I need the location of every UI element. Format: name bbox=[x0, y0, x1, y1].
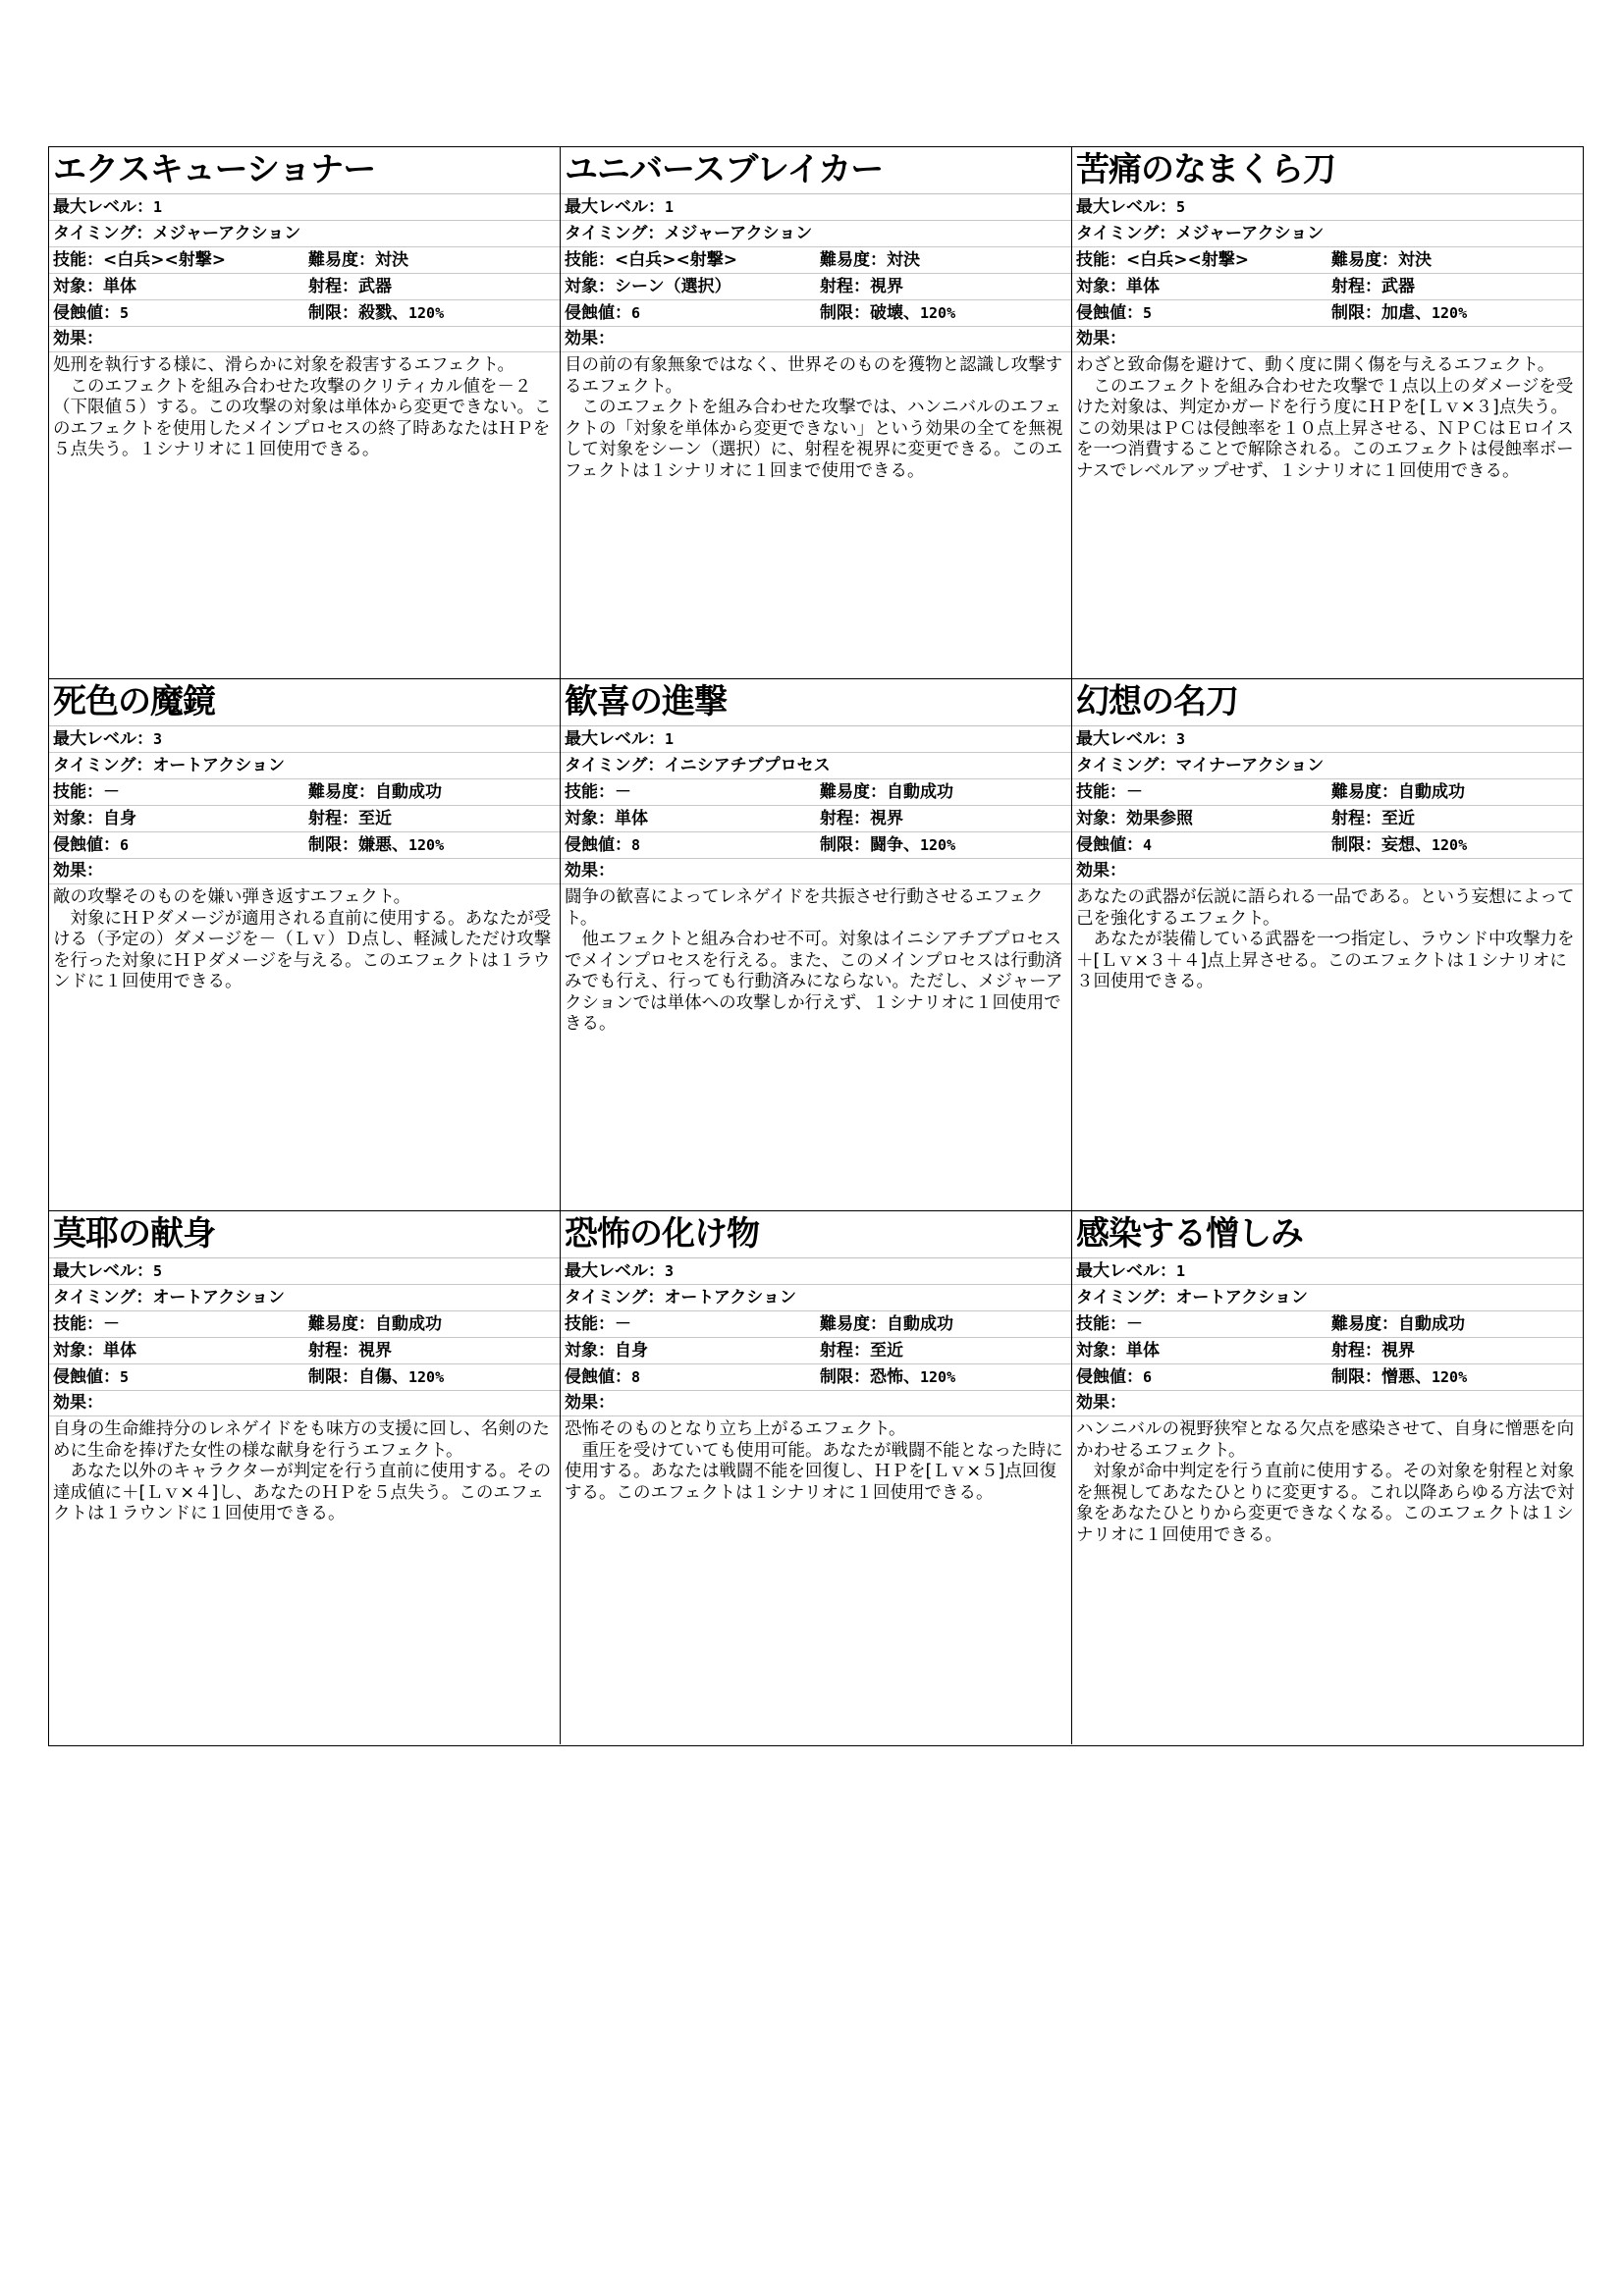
timing-label: タイミング： bbox=[1076, 756, 1176, 775]
difficulty-label: 難易度： bbox=[1331, 782, 1398, 802]
skill-label: 技能： bbox=[53, 1314, 103, 1334]
max-level-label: 最大レベル： bbox=[1076, 197, 1176, 217]
max-level-label: 最大レベル： bbox=[1076, 1261, 1176, 1281]
difficulty-cell bbox=[816, 779, 1071, 805]
target-cell bbox=[49, 1338, 304, 1363]
effect-description: 闘争の歓喜によってレネゲイドを共振させ行動させるエフェクト。 他エフェクトと組み合わせ不可。対象はイニシアチブプロセスでメインプロセスを行える。また、このメインプロセスは行動済みでも行え、行っても行動済みにならない。ただし、メジャーアクションでは単体への攻撃しか行えず、１シナリオに１回使用できる。 bbox=[565, 887, 1063, 1035]
limit-label: 制限： bbox=[1331, 835, 1381, 855]
range-cell bbox=[816, 1338, 1071, 1363]
difficulty-label: 難易度： bbox=[820, 1314, 887, 1334]
timing-value: オートアクション bbox=[152, 756, 285, 775]
target-range-row bbox=[49, 1338, 560, 1364]
limit-cell bbox=[816, 832, 1071, 858]
limit-cell bbox=[1327, 300, 1583, 326]
max-level-label: 最大レベル： bbox=[565, 729, 665, 749]
limit-label: 制限： bbox=[1331, 1367, 1381, 1387]
target-cell bbox=[1072, 1338, 1327, 1363]
difficulty-label: 難易度： bbox=[1331, 1314, 1398, 1334]
max-level-row bbox=[1072, 194, 1583, 221]
card-title: ユニバースブレイカー bbox=[561, 147, 1071, 194]
max-level-value: 5 bbox=[1176, 198, 1186, 216]
skill-label: 技能： bbox=[1076, 250, 1126, 270]
difficulty-label: 難易度： bbox=[1331, 250, 1398, 270]
timing-row bbox=[1072, 1285, 1583, 1311]
target-value: 単体 bbox=[103, 277, 136, 296]
erosion-value: 6 bbox=[1143, 1368, 1153, 1386]
skill-label: 技能： bbox=[53, 250, 103, 270]
limit-percent: 120% bbox=[408, 836, 445, 854]
effect-label: 効果： bbox=[561, 859, 1071, 884]
timing-label: タイミング： bbox=[565, 756, 665, 775]
erosion-label: 侵蝕値： bbox=[1076, 1367, 1143, 1387]
card-title: 感染する憎しみ bbox=[1072, 1211, 1583, 1258]
target-range-row bbox=[561, 1338, 1071, 1364]
target-label: 対象： bbox=[53, 277, 103, 296]
range-label: 射程： bbox=[308, 1341, 358, 1361]
erosion-label: 侵蝕値： bbox=[53, 1367, 120, 1387]
difficulty-label: 難易度： bbox=[820, 250, 887, 270]
timing-label: タイミング： bbox=[1076, 224, 1176, 243]
timing-row bbox=[49, 1285, 560, 1311]
skill-label: 技能： bbox=[565, 782, 615, 802]
target-range-row bbox=[1072, 806, 1583, 832]
skill-value: － bbox=[615, 782, 631, 802]
max-level-row bbox=[1072, 1258, 1583, 1285]
max-level-row bbox=[49, 726, 560, 753]
limit-word: 加虐、 bbox=[1381, 303, 1432, 323]
erosion-value: 6 bbox=[631, 304, 641, 322]
effect-card bbox=[1072, 679, 1583, 1211]
erosion-value: 6 bbox=[120, 836, 130, 854]
timing-label: タイミング： bbox=[565, 1288, 665, 1308]
target-range-row bbox=[561, 274, 1071, 300]
effect-label: 効果： bbox=[1072, 1391, 1583, 1416]
target-value: シーン（選択） bbox=[615, 277, 731, 296]
timing-value: オートアクション bbox=[1175, 1288, 1308, 1308]
difficulty-value: 自動成功 bbox=[375, 1314, 442, 1334]
max-level-row bbox=[49, 194, 560, 221]
skill-cell bbox=[1072, 1311, 1327, 1337]
limit-cell bbox=[816, 300, 1071, 326]
difficulty-cell bbox=[1327, 779, 1583, 805]
target-value: 単体 bbox=[103, 1341, 136, 1361]
erosion-label: 侵蝕値： bbox=[565, 1367, 631, 1387]
timing-value: メジャーアクション bbox=[664, 224, 813, 243]
limit-label: 制限： bbox=[820, 1367, 870, 1387]
erosion-cell bbox=[561, 832, 816, 858]
erosion-limit-row bbox=[1072, 1364, 1583, 1391]
skill-cell bbox=[49, 247, 304, 273]
skill-difficulty-row bbox=[49, 247, 560, 274]
erosion-label: 侵蝕値： bbox=[53, 303, 120, 323]
timing-row bbox=[49, 221, 560, 247]
timing-row bbox=[1072, 753, 1583, 779]
skill-value: － bbox=[103, 1314, 120, 1334]
difficulty-value: 自動成功 bbox=[1398, 1314, 1465, 1334]
skill-cell bbox=[561, 247, 816, 273]
skill-label: 技能： bbox=[1076, 1314, 1126, 1334]
skill-difficulty-row bbox=[1072, 1311, 1583, 1338]
range-label: 射程： bbox=[1331, 1341, 1381, 1361]
erosion-limit-row bbox=[49, 1364, 560, 1391]
max-level-value: 3 bbox=[665, 1262, 675, 1280]
target-cell bbox=[1072, 806, 1327, 831]
effect-card-sheet bbox=[48, 146, 1584, 1746]
limit-label: 制限： bbox=[308, 303, 358, 323]
difficulty-cell bbox=[1327, 1311, 1583, 1337]
timing-value: イニシアチブプロセス bbox=[664, 756, 831, 775]
effect-card bbox=[49, 147, 561, 679]
effect-description: 自身の生命維持分のレネゲイドをも味方の支援に回し、名剣のために生命を捧げた女性の様な献身を行うエフェクト。 あなた以外のキャラクターが判定を行う直前に使用する。その達成値に＋[Ｌｖ×４]し、あなたのＨＰを５点失う。このエフェクトは１ラウンドに１回使用できる。 bbox=[53, 1419, 552, 1524]
range-cell bbox=[816, 274, 1071, 299]
max-level-label: 最大レベル： bbox=[53, 729, 153, 749]
difficulty-value: 自動成功 bbox=[887, 1314, 953, 1334]
skill-difficulty-row bbox=[1072, 247, 1583, 274]
erosion-value: 5 bbox=[120, 1368, 130, 1386]
limit-word: 妄想、 bbox=[1381, 835, 1432, 855]
limit-word: 嫌悪、 bbox=[358, 835, 408, 855]
target-cell bbox=[561, 1338, 816, 1363]
effect-description: 目の前の有象無象ではなく、世界そのものを獲物と認識し攻撃するエフェクト。 このエフェクトを組み合わせた攻撃では、ハンニバルのエフェクトの「対象を単体から変更できない」という効果の全てを無視して対象をシーン（選択）に、射程を視界に変更できる。このエフェクトは１シナリオに１回まで使用できる。 bbox=[565, 355, 1063, 481]
timing-value: メジャーアクション bbox=[1175, 224, 1325, 243]
erosion-cell bbox=[561, 300, 816, 326]
target-value: 自身 bbox=[615, 1341, 648, 1361]
effect-card bbox=[561, 147, 1072, 679]
erosion-value: 5 bbox=[1143, 304, 1153, 322]
limit-word: 恐怖、 bbox=[870, 1367, 920, 1387]
target-label: 対象： bbox=[1076, 1341, 1126, 1361]
erosion-cell bbox=[49, 832, 304, 858]
range-label: 射程： bbox=[308, 809, 358, 828]
skill-difficulty-row bbox=[561, 247, 1071, 274]
limit-cell bbox=[816, 1364, 1071, 1390]
range-cell bbox=[304, 274, 560, 299]
max-level-value: 3 bbox=[153, 730, 163, 748]
effect-label: 効果： bbox=[49, 859, 560, 884]
target-label: 対象： bbox=[53, 809, 103, 828]
skill-difficulty-row bbox=[49, 779, 560, 806]
max-level-row bbox=[561, 1258, 1071, 1285]
timing-row bbox=[561, 221, 1071, 247]
difficulty-label: 難易度： bbox=[308, 250, 375, 270]
skill-label: 技能： bbox=[565, 1314, 615, 1334]
effect-description: 恐怖そのものとなり立ち上がるエフェクト。 重圧を受けていても使用可能。あなたが戦闘不能となった時に使用する。あなたは戦闘不能を回復し、ＨＰを[Ｌｖ×５]点回復する。このエフェクトは１シナリオに１回使用できる。 bbox=[565, 1419, 1063, 1503]
erosion-cell bbox=[561, 1364, 816, 1390]
max-level-row bbox=[561, 194, 1071, 221]
card-title: 苦痛のなまくら刀 bbox=[1072, 147, 1583, 194]
max-level-value: 1 bbox=[665, 730, 675, 748]
timing-value: マイナーアクション bbox=[1175, 756, 1325, 775]
limit-label: 制限： bbox=[820, 835, 870, 855]
effect-description: 処刑を執行する様に、滑らかに対象を殺害するエフェクト。 このエフェクトを組み合わせた攻撃のクリティカル値を－２（下限値５）する。この攻撃の対象は単体から変更できない。このエフェクトを使用したメインプロセスの終了時あなたはＨＰを５点失う。１シナリオに１回使用できる。 bbox=[53, 355, 552, 460]
timing-row bbox=[49, 753, 560, 779]
max-level-label: 最大レベル： bbox=[53, 1261, 153, 1281]
limit-percent: 120% bbox=[408, 1368, 445, 1386]
range-value: 武器 bbox=[358, 277, 392, 296]
range-label: 射程： bbox=[820, 1341, 870, 1361]
limit-label: 制限： bbox=[308, 1367, 358, 1387]
range-label: 射程： bbox=[308, 277, 358, 296]
effect-card bbox=[1072, 147, 1583, 679]
card-title: 死色の魔鏡 bbox=[49, 679, 560, 726]
erosion-limit-row bbox=[1072, 300, 1583, 327]
skill-value: <白兵><射撃> bbox=[615, 250, 737, 270]
erosion-cell bbox=[1072, 832, 1327, 858]
limit-cell bbox=[304, 1364, 560, 1390]
effect-description: あなたの武器が伝説に語られる一品である。という妄想によって己を強化するエフェクト。 あなたが装備している武器を一つ指定し、ラウンド中攻撃力を＋[Ｌｖ×３＋４]点上昇させる。このエフェクトは１シナリオに３回使用できる。 bbox=[1076, 887, 1575, 992]
max-level-label: 最大レベル： bbox=[53, 197, 153, 217]
max-level-value: 3 bbox=[1176, 730, 1186, 748]
range-cell bbox=[304, 1338, 560, 1363]
range-value: 至近 bbox=[1381, 809, 1415, 828]
limit-word: 破壊、 bbox=[870, 303, 920, 323]
erosion-label: 侵蝕値： bbox=[1076, 835, 1143, 855]
erosion-limit-row bbox=[561, 832, 1071, 859]
limit-label: 制限： bbox=[308, 835, 358, 855]
difficulty-label: 難易度： bbox=[308, 1314, 375, 1334]
target-cell bbox=[1072, 274, 1327, 299]
card-title: 莫耶の献身 bbox=[49, 1211, 560, 1258]
timing-value: オートアクション bbox=[152, 1288, 285, 1308]
skill-cell bbox=[49, 1311, 304, 1337]
max-level-label: 最大レベル： bbox=[565, 197, 665, 217]
difficulty-cell bbox=[816, 1311, 1071, 1337]
limit-label: 制限： bbox=[820, 303, 870, 323]
range-value: 視界 bbox=[870, 809, 903, 828]
max-level-value: 1 bbox=[153, 198, 163, 216]
difficulty-value: 対決 bbox=[1398, 250, 1432, 270]
difficulty-label: 難易度： bbox=[820, 782, 887, 802]
difficulty-value: 対決 bbox=[887, 250, 920, 270]
effect-card bbox=[49, 1211, 561, 1744]
max-level-value: 1 bbox=[665, 198, 675, 216]
erosion-value: 8 bbox=[631, 836, 641, 854]
limit-percent: 120% bbox=[408, 304, 445, 322]
skill-difficulty-row bbox=[1072, 779, 1583, 806]
target-label: 対象： bbox=[1076, 277, 1126, 296]
range-label: 射程： bbox=[1331, 277, 1381, 296]
effect-label: 効果： bbox=[49, 327, 560, 352]
skill-label: 技能： bbox=[53, 782, 103, 802]
limit-percent: 120% bbox=[920, 304, 956, 322]
difficulty-cell bbox=[304, 779, 560, 805]
difficulty-value: 自動成功 bbox=[1398, 782, 1465, 802]
difficulty-cell bbox=[1327, 247, 1583, 273]
erosion-cell bbox=[1072, 300, 1327, 326]
timing-value: オートアクション bbox=[664, 1288, 796, 1308]
range-cell bbox=[1327, 806, 1583, 831]
timing-row bbox=[561, 753, 1071, 779]
timing-row bbox=[1072, 221, 1583, 247]
skill-difficulty-row bbox=[561, 779, 1071, 806]
target-cell bbox=[49, 806, 304, 831]
limit-percent: 120% bbox=[1432, 304, 1468, 322]
skill-cell bbox=[49, 779, 304, 805]
skill-value: － bbox=[1126, 782, 1143, 802]
range-label: 射程： bbox=[820, 809, 870, 828]
erosion-label: 侵蝕値： bbox=[565, 835, 631, 855]
skill-label: 技能： bbox=[565, 250, 615, 270]
skill-difficulty-row bbox=[49, 1311, 560, 1338]
erosion-cell bbox=[1072, 1364, 1327, 1390]
max-level-value: 1 bbox=[1176, 1262, 1186, 1280]
range-value: 至近 bbox=[358, 809, 392, 828]
target-value: 単体 bbox=[615, 809, 648, 828]
effect-card bbox=[49, 679, 561, 1211]
card-title: 幻想の名刀 bbox=[1072, 679, 1583, 726]
range-value: 視界 bbox=[870, 277, 903, 296]
erosion-label: 侵蝕値： bbox=[1076, 303, 1143, 323]
target-label: 対象： bbox=[565, 809, 615, 828]
erosion-limit-row bbox=[49, 832, 560, 859]
timing-label: タイミング： bbox=[53, 756, 153, 775]
target-range-row bbox=[561, 806, 1071, 832]
range-value: 至近 bbox=[870, 1341, 903, 1361]
limit-percent: 120% bbox=[1432, 836, 1468, 854]
range-label: 射程： bbox=[1331, 809, 1381, 828]
limit-word: 殺戮、 bbox=[358, 303, 408, 323]
skill-cell bbox=[1072, 247, 1327, 273]
max-level-row bbox=[49, 1258, 560, 1285]
difficulty-value: 対決 bbox=[375, 250, 408, 270]
skill-value: <白兵><射撃> bbox=[103, 250, 226, 270]
limit-word: 闘争、 bbox=[870, 835, 920, 855]
erosion-value: 5 bbox=[120, 304, 130, 322]
max-level-label: 最大レベル： bbox=[1076, 729, 1176, 749]
limit-cell bbox=[1327, 832, 1583, 858]
effect-label: 効果： bbox=[561, 327, 1071, 352]
target-label: 対象： bbox=[565, 277, 615, 296]
timing-row bbox=[561, 1285, 1071, 1311]
range-cell bbox=[304, 806, 560, 831]
limit-label: 制限： bbox=[1331, 303, 1381, 323]
skill-value: － bbox=[1126, 1314, 1143, 1334]
skill-cell bbox=[1072, 779, 1327, 805]
target-range-row bbox=[49, 274, 560, 300]
range-label: 射程： bbox=[820, 277, 870, 296]
erosion-label: 侵蝕値： bbox=[53, 835, 120, 855]
skill-value: － bbox=[103, 782, 120, 802]
skill-value: － bbox=[615, 1314, 631, 1334]
difficulty-cell bbox=[816, 247, 1071, 273]
card-title: 歓喜の進撃 bbox=[561, 679, 1071, 726]
effect-label: 効果： bbox=[561, 1391, 1071, 1416]
skill-value: <白兵><射撃> bbox=[1126, 250, 1249, 270]
max-level-row bbox=[1072, 726, 1583, 753]
timing-label: タイミング： bbox=[565, 224, 665, 243]
skill-cell bbox=[561, 1311, 816, 1337]
erosion-value: 4 bbox=[1143, 836, 1153, 854]
skill-cell bbox=[561, 779, 816, 805]
effect-label: 効果： bbox=[1072, 859, 1583, 884]
effect-card bbox=[561, 1211, 1072, 1744]
range-value: 視界 bbox=[358, 1341, 392, 1361]
range-cell bbox=[816, 806, 1071, 831]
max-level-label: 最大レベル： bbox=[565, 1261, 665, 1281]
max-level-row bbox=[561, 726, 1071, 753]
erosion-cell bbox=[49, 1364, 304, 1390]
range-cell bbox=[1327, 274, 1583, 299]
range-value: 武器 bbox=[1381, 277, 1415, 296]
effect-label: 効果： bbox=[49, 1391, 560, 1416]
limit-word: 自傷、 bbox=[358, 1367, 408, 1387]
erosion-label: 侵蝕値： bbox=[565, 303, 631, 323]
max-level-value: 5 bbox=[153, 1262, 163, 1280]
erosion-limit-row bbox=[561, 1364, 1071, 1391]
timing-label: タイミング： bbox=[53, 224, 153, 243]
limit-cell bbox=[304, 300, 560, 326]
skill-label: 技能： bbox=[1076, 782, 1126, 802]
effect-card bbox=[561, 679, 1072, 1211]
target-value: 単体 bbox=[1126, 277, 1160, 296]
limit-cell bbox=[304, 832, 560, 858]
target-label: 対象： bbox=[53, 1341, 103, 1361]
effect-description: ハンニバルの視野狭窄となる欠点を感染させて、自身に憎悪を向かわせるエフェクト。 対象が命中判定を行う直前に使用する。その対象を射程と対象を無視してあなたひとりに変更する。これ以降あらゆる方法で対象をあなたひとりから変更できなくなる。このエフェクトは１シナリオに１回使用できる。 bbox=[1076, 1419, 1575, 1545]
effect-label: 効果： bbox=[1072, 327, 1583, 352]
limit-percent: 120% bbox=[1432, 1368, 1468, 1386]
difficulty-value: 自動成功 bbox=[375, 782, 442, 802]
target-range-row bbox=[1072, 1338, 1583, 1364]
difficulty-value: 自動成功 bbox=[887, 782, 953, 802]
skill-difficulty-row bbox=[561, 1311, 1071, 1338]
erosion-limit-row bbox=[561, 300, 1071, 327]
erosion-cell bbox=[49, 300, 304, 326]
target-cell bbox=[49, 274, 304, 299]
erosion-value: 8 bbox=[631, 1368, 641, 1386]
effect-description: わざと致命傷を避けて、動く度に開く傷を与えるエフェクト。 このエフェクトを組み合わせた攻撃で１点以上のダメージを受けた対象は、判定かガードを行う度にＨＰを[Ｌｖ×３]点失う。この効果はＰＣは侵蝕率を１０点上昇させる、ＮＰＣはＥロイスを一つ消費することで解除される。このエフェクトは侵蝕率ボーナスでレベルアップせず、１シナリオに１回使用できる。 bbox=[1076, 355, 1574, 481]
timing-value: メジャーアクション bbox=[152, 224, 301, 243]
card-title: 恐怖の化け物 bbox=[561, 1211, 1071, 1258]
range-cell bbox=[1327, 1338, 1583, 1363]
target-range-row bbox=[1072, 274, 1583, 300]
target-cell bbox=[561, 806, 816, 831]
effect-description: 敵の攻撃そのものを嫌い弾き返すエフェクト。 対象にＨＰダメージが適用される直前に使用する。あなたが受ける（予定の）ダメージを－（Ｌｖ）Ｄ点し、軽減しただけ攻撃を行った対象にＨＰダメージを与える。このエフェクトは１ラウンドに１回使用できる。 bbox=[53, 887, 552, 992]
erosion-limit-row bbox=[49, 300, 560, 327]
timing-label: タイミング： bbox=[53, 1288, 153, 1308]
timing-label: タイミング： bbox=[1076, 1288, 1176, 1308]
target-value: 単体 bbox=[1126, 1341, 1160, 1361]
range-value: 視界 bbox=[1381, 1341, 1415, 1361]
limit-percent: 120% bbox=[920, 1368, 956, 1386]
target-label: 対象： bbox=[565, 1341, 615, 1361]
erosion-limit-row bbox=[1072, 832, 1583, 859]
limit-percent: 120% bbox=[920, 836, 956, 854]
target-cell bbox=[561, 274, 816, 299]
difficulty-cell bbox=[304, 247, 560, 273]
target-label: 対象： bbox=[1076, 809, 1126, 828]
difficulty-label: 難易度： bbox=[308, 782, 375, 802]
target-value: 効果参照 bbox=[1126, 809, 1193, 828]
card-title: エクスキューショナー bbox=[49, 147, 560, 194]
target-range-row bbox=[49, 806, 560, 832]
difficulty-cell bbox=[304, 1311, 560, 1337]
limit-word: 憎悪、 bbox=[1381, 1367, 1432, 1387]
limit-cell bbox=[1327, 1364, 1583, 1390]
effect-card bbox=[1072, 1211, 1583, 1744]
target-value: 自身 bbox=[103, 809, 136, 828]
